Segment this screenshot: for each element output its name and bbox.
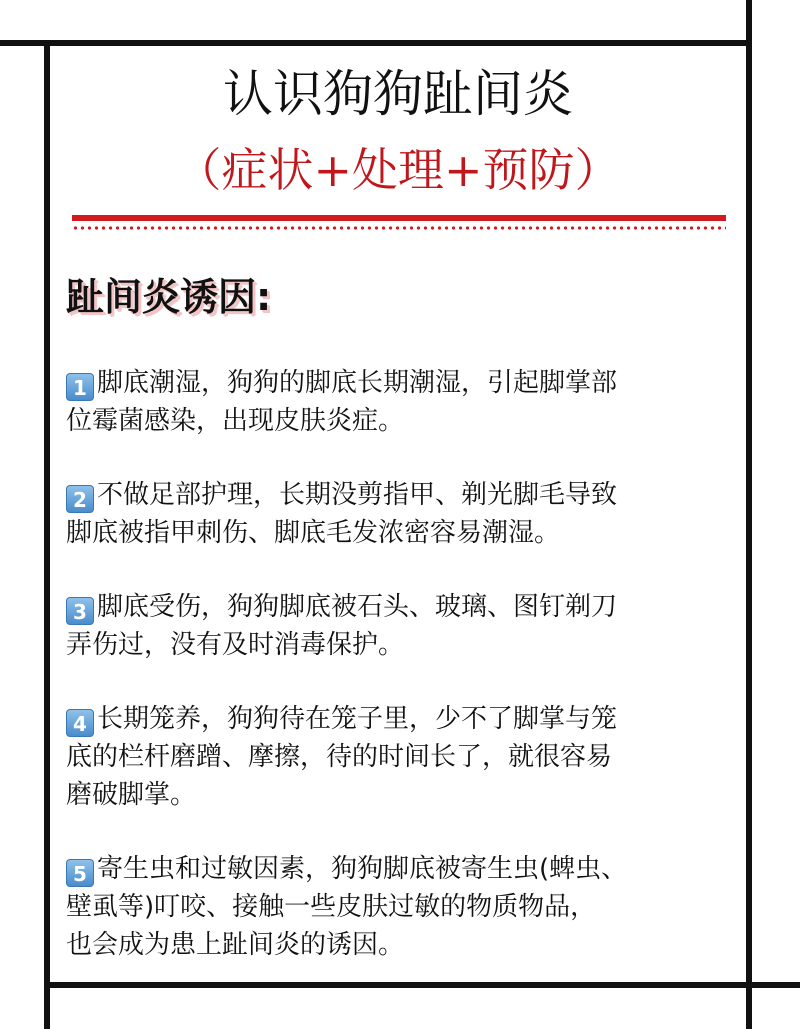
item-text: 位霉菌感染，出现皮肤炎症。 [66, 406, 405, 436]
list-item [66, 850, 734, 964]
item-text: 寄生虫和过敏因素，狗狗脚底被寄生虫(蜱虫、 [97, 854, 628, 884]
frame-bottom-line [44, 982, 800, 988]
list-item [66, 588, 734, 664]
item-line [66, 476, 734, 514]
page-subtitle: （症状+处理+预防） [175, 143, 621, 197]
number-4-keycap-icon: 4 [66, 709, 94, 737]
item-text: 壁虱等)叮咬、接触一些皮肤过敏的物质物品， [66, 892, 597, 922]
item-text: 不做足部护理，长期没剪指甲、剃光脚毛导致 [97, 480, 618, 510]
frame-top-line [0, 40, 752, 46]
item-text: 底的栏杆磨蹭、摩擦，待的时间长了，就很容易 [66, 742, 613, 772]
item-text: 也会成为患上趾间炎的诱因。 [66, 930, 405, 960]
list-item [66, 476, 734, 552]
item-text: 脚底受伤，狗狗脚底被石头、玻璃、图钉剃刀 [97, 592, 618, 622]
item-text: 脚底被指甲刺伤、脚底毛发浓密容易潮湿。 [66, 518, 561, 548]
item-text: 磨破脚掌。 [66, 780, 197, 810]
item-line [66, 364, 734, 402]
item-line [66, 850, 734, 888]
number-5-keycap-icon: 5 [66, 859, 94, 887]
item-line [66, 588, 734, 626]
section-heading: 趾间炎诱因: [66, 275, 272, 319]
page-title: 认识狗狗趾间炎 [223, 65, 573, 123]
list-item [66, 364, 734, 440]
list-item [66, 700, 734, 814]
number-1-keycap-icon: 1 [66, 373, 94, 401]
frame-right-line [746, 0, 752, 1029]
number-2-keycap-icon: 2 [66, 485, 94, 513]
item-line [66, 700, 734, 738]
title-dotted-divider [72, 226, 726, 230]
item-text: 长期笼养，狗狗待在笼子里，少不了脚掌与笼 [97, 704, 618, 734]
item-text: 弄伤过，没有及时消毒保护。 [66, 630, 405, 660]
number-3-keycap-icon: 3 [66, 597, 94, 625]
title-divider [72, 215, 726, 221]
item-text: 脚底潮湿，狗狗的脚底长期潮湿，引起脚掌部 [97, 368, 618, 398]
